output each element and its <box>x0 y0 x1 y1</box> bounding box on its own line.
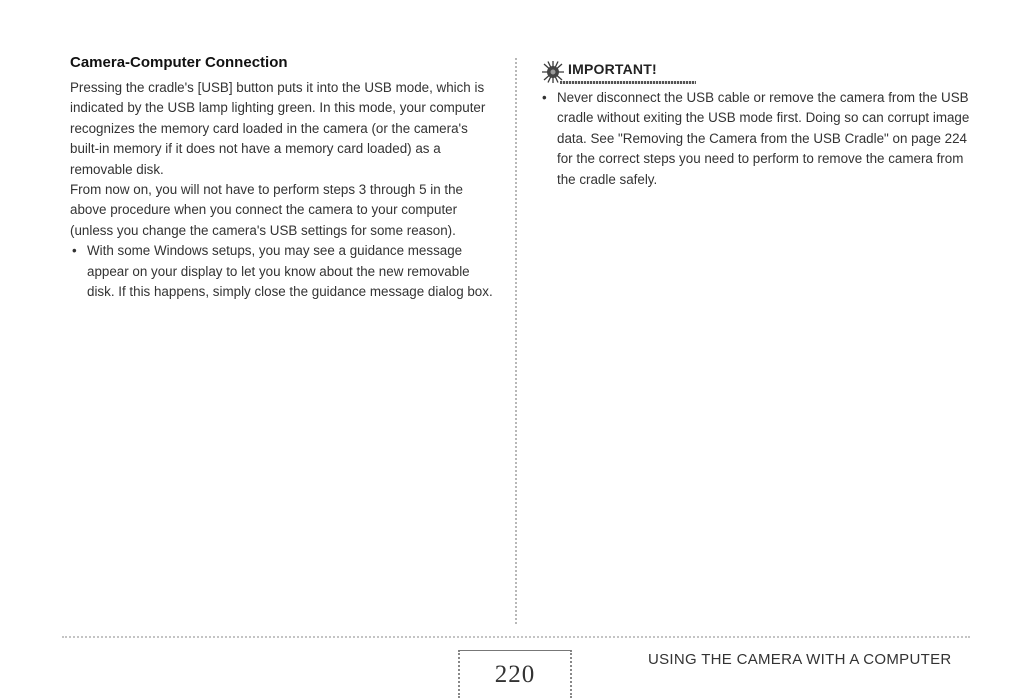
bullet-windows-guidance: • With some Windows setups, you may see a guidance message appear on your display to let you know about the new removable disk. If this happens, simply close the guidance message dialog box. <box>70 241 500 302</box>
bullet-usb-disconnect-warning: • Never disconnect the USB cable or remove the camera from the USB cradle without exiting the USB mode first. Doing so can corrupt image data. See "Removing the Camera from the USB Cradle" on page 224 for the correct steps you need to perform to remove the camera from the cradle safely. <box>540 88 980 190</box>
column-divider <box>515 58 517 624</box>
paragraph-usb-mode: Pressing the cradle's [USB] button puts it into the USB mode, which is indicated by the USB lamp lighting green. In this mode, your computer recognizes the memory card loaded in the camera (or the camera's built-in memory if it does not have a memory card loaded) as a removable disk. <box>70 80 486 177</box>
important-header <box>540 58 696 86</box>
important-title: IMPORTANT! <box>568 61 657 77</box>
footer-divider <box>62 636 970 638</box>
footer-section-title: USING THE CAMERA WITH A COMPUTER <box>648 651 952 668</box>
page-number-box <box>458 650 572 698</box>
left-column-text <box>70 78 500 302</box>
important-underline <box>560 81 696 84</box>
section-heading: Camera-Computer Connection <box>70 54 288 71</box>
paragraph-from-now-on: From now on, you will not have to perform steps 3 through 5 in the above procedure when you connect the camera to your computer (unless you change the camera's USB settings for some reason). <box>70 182 463 238</box>
page-number: 220 <box>494 661 536 688</box>
important-text <box>540 88 980 190</box>
